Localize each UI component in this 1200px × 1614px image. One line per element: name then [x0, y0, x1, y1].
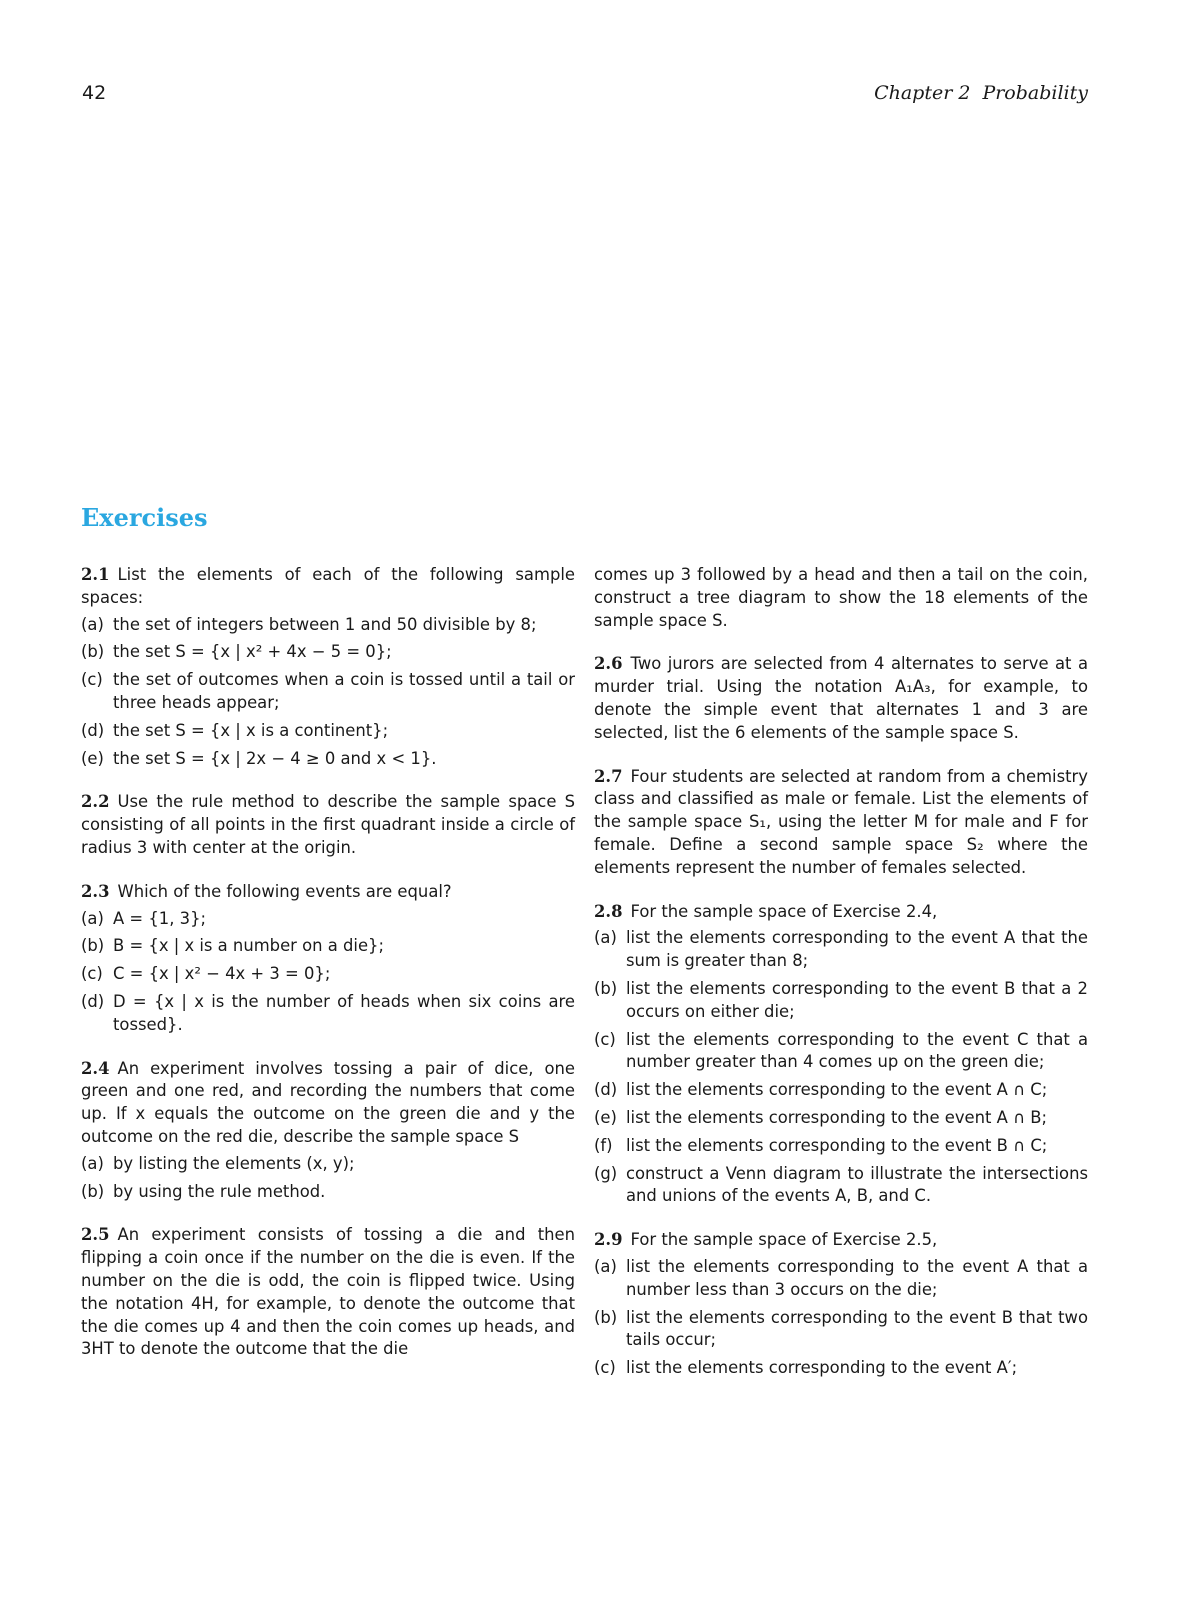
item-label: (g)	[594, 1163, 618, 1183]
exercise-number: 2.7	[594, 766, 623, 786]
exercise-item	[594, 1029, 1088, 1075]
item-text: the set S = {x | x is a continent};	[113, 720, 389, 740]
exercise-number: 2.9	[594, 1230, 623, 1250]
chapter-title: Probability	[982, 82, 1088, 104]
item-label: (c)	[81, 964, 103, 984]
exercise-number: 2.3	[81, 881, 110, 901]
item-label: (b)	[594, 1307, 618, 1327]
exercise-item	[594, 1135, 1088, 1158]
exercise-stem	[81, 791, 575, 859]
item-label: (d)	[594, 1080, 618, 1100]
item-text: C = {x | x² − 4x + 3 = 0};	[113, 964, 331, 984]
exercise-text: For the sample space of Exercise 2.4,	[630, 901, 938, 921]
exercise-number: 2.4	[81, 1058, 110, 1078]
exercise-stem	[594, 766, 1088, 880]
item-text: list the elements corresponding to the event B that two tails occur;	[626, 1307, 1088, 1350]
exercise-item	[594, 1079, 1088, 1102]
item-label: (b)	[81, 936, 105, 956]
item-label: (a)	[81, 1153, 104, 1173]
item-label: (c)	[81, 670, 103, 690]
item-label: (b)	[81, 642, 105, 662]
exercise-2-4	[81, 1058, 575, 1204]
exercise-item	[81, 669, 575, 715]
exercise-item	[81, 748, 575, 771]
exercise-number: 2.1	[81, 565, 110, 584]
item-text: D = {x | x is the number of heads when six coins are tossed}.	[113, 991, 575, 1034]
item-text: list the elements corresponding to the event C that a number greater than 4 comes up on the green die;	[626, 1029, 1088, 1072]
item-text: A = {1, 3};	[113, 908, 207, 928]
page-number: 42	[82, 82, 107, 104]
exercise-2-3	[81, 881, 575, 1037]
exercise-number: 2.5	[81, 1225, 110, 1245]
item-text: the set S = {x | 2x − 4 ≥ 0 and x < 1}.	[113, 748, 437, 768]
item-label: (a)	[81, 908, 104, 928]
item-label: (d)	[81, 991, 105, 1011]
exercise-number: 2.8	[594, 901, 623, 921]
exercise-2-5	[81, 1224, 575, 1361]
exercise-item	[81, 720, 575, 743]
item-text: the set of integers between 1 and 50 divisible by 8;	[113, 614, 537, 634]
item-label: (e)	[81, 748, 104, 768]
exercise-2-1	[81, 564, 575, 770]
exercise-text: For the sample space of Exercise 2.5,	[630, 1230, 938, 1250]
item-text: the set S = {x | x² + 4x − 5 = 0};	[113, 642, 392, 662]
exercise-item	[594, 1357, 1088, 1380]
item-label: (b)	[594, 978, 618, 998]
exercise-item	[594, 1107, 1088, 1130]
item-label: (c)	[594, 1358, 616, 1378]
item-label: (a)	[594, 1256, 617, 1276]
item-label: (a)	[594, 928, 617, 948]
exercise-text: An experiment consists of tossing a die and then flipping a coin once if the number on the die is even. If the number on the die is odd, the coin is flipped twice. Using the notation 4H, for example, to denote the outcome that the die comes up 4 and then the coin comes up heads, and 3HT to denote the outcome that the die	[81, 1225, 575, 1359]
exercise-text: Which of the following events are equal?	[117, 881, 452, 901]
exercise-number: 2.2	[81, 792, 110, 812]
item-text: by using the rule method.	[113, 1181, 326, 1201]
item-text: list the elements corresponding to the event B ∩ C;	[626, 1135, 1048, 1155]
chapter-label: Chapter 2	[874, 82, 971, 104]
exercise-text: Use the rule method to describe the sample space S consisting of all points in the first quadrant inside a circle of radius 3 with center at the origin.	[81, 792, 575, 857]
exercise-text: An experiment involves tossing a pair of dice, one green and one red, and recording the numbers that come up. If x equals the outcome on the green die and y the outcome on the red die, describe the sample space S	[81, 1058, 575, 1146]
item-text: list the elements corresponding to the event A ∩ B;	[626, 1107, 1048, 1127]
exercise-2-6	[594, 653, 1088, 744]
exercise-stem	[81, 564, 575, 610]
right-column	[594, 564, 1088, 1401]
exercise-2-9	[594, 1229, 1088, 1380]
exercise-text: List the elements of each of the following sample spaces:	[81, 565, 575, 607]
item-text: list the elements corresponding to the event A′;	[626, 1358, 1018, 1378]
item-text: by listing the elements (x, y);	[113, 1153, 355, 1173]
exercise-stem	[594, 653, 1088, 744]
exercise-stem	[81, 1058, 575, 1149]
exercise-text: Two jurors are selected from 4 alternates to serve at a murder trial. Using the notation A₁A₃, for example, to denote the simple event that alternates 1 and 3 are selected, list the 6 elements of the sample space S.	[594, 654, 1088, 742]
exercise-2-7	[594, 766, 1088, 880]
item-label: (d)	[81, 720, 105, 740]
exercise-item	[81, 908, 575, 931]
item-text: list the elements corresponding to the event B that a 2 occurs on either die;	[626, 978, 1088, 1021]
exercise-item	[81, 614, 575, 637]
exercise-stem	[594, 901, 1088, 924]
item-label: (b)	[81, 1181, 105, 1201]
left-column	[81, 564, 575, 1382]
exercise-item	[594, 1307, 1088, 1353]
exercise-stem	[594, 1229, 1088, 1252]
item-label: (f)	[594, 1135, 613, 1155]
exercise-stem	[81, 881, 575, 904]
exercise-item	[81, 1181, 575, 1204]
item-text: B = {x | x is a number on a die};	[113, 936, 384, 956]
item-text: the set of outcomes when a coin is tossed until a tail or three heads appear;	[113, 670, 575, 712]
exercise-item	[594, 978, 1088, 1024]
item-text: construct a Venn diagram to illustrate the intersections and unions of the events A, B, and C.	[626, 1163, 1088, 1206]
exercise-item	[81, 991, 575, 1037]
exercise-2-5-continuation: comes up 3 followed by a head and then a tail on the coin, construct a tree diagram to show the 18 elements of the sample space S.	[594, 565, 1088, 630]
exercise-text: Four students are selected at random from a chemistry class and classified as male or female. List the elements of the sample space S₁, using the letter M for male and F for female. Define a second sample space S₂ where the elements represent the number of females selected.	[594, 766, 1088, 877]
item-text: list the elements corresponding to the event A that the sum is greater than 8;	[626, 928, 1088, 971]
exercise-item	[594, 927, 1088, 973]
exercise-item	[594, 1256, 1088, 1302]
exercise-item	[594, 1163, 1088, 1209]
exercise-number: 2.6	[594, 654, 623, 674]
exercise-item	[81, 963, 575, 986]
item-text: list the elements corresponding to the event A ∩ C;	[626, 1080, 1048, 1100]
section-title: Exercises	[81, 503, 208, 532]
exercise-2-8	[594, 901, 1088, 1209]
item-label: (a)	[81, 614, 104, 634]
item-text: list the elements corresponding to the event A that a number less than 3 occurs on the die;	[626, 1256, 1088, 1299]
exercise-item	[81, 641, 575, 664]
item-label: (e)	[594, 1107, 617, 1127]
item-label: (c)	[594, 1029, 616, 1049]
exercise-2-2	[81, 791, 575, 859]
running-head	[874, 82, 1088, 104]
exercise-item	[81, 935, 575, 958]
exercise-item	[81, 1153, 575, 1176]
exercise-stem	[81, 1224, 575, 1361]
